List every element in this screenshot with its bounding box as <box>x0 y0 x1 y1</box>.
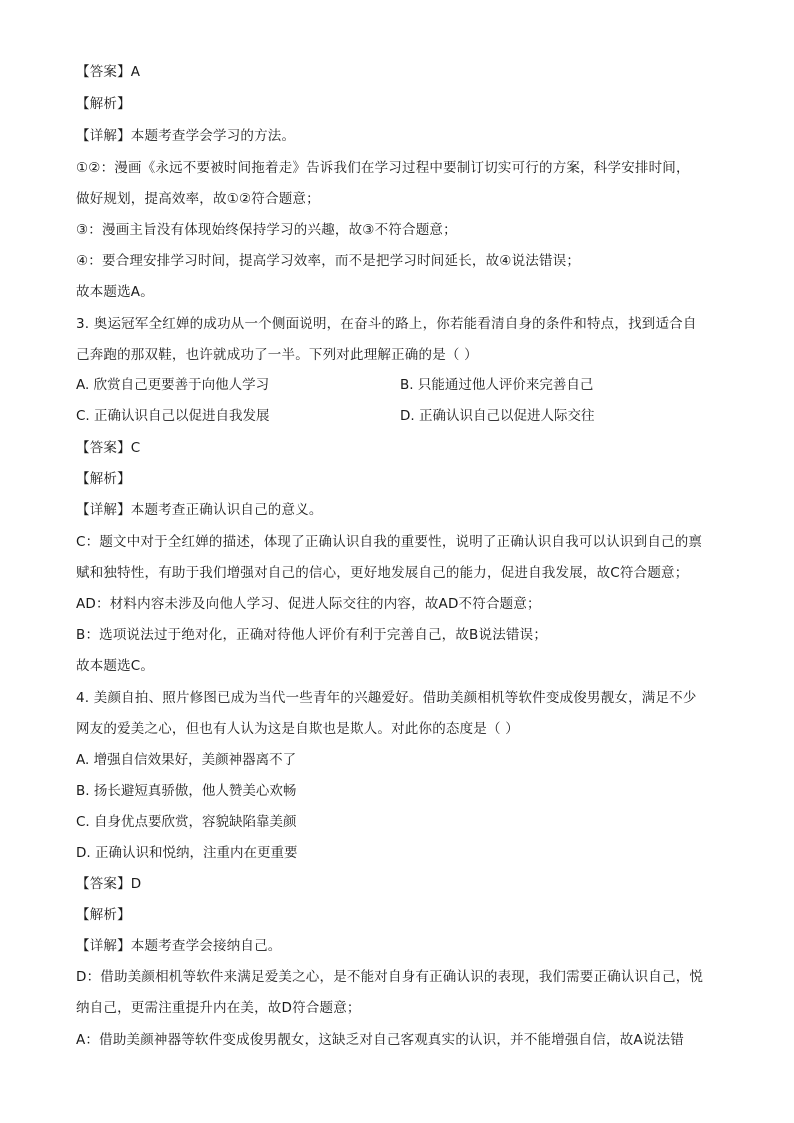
q3-option-b: B. 只能通过他人评价来完善自己 <box>400 377 594 393</box>
q4-option-c: C. 自身优点要欣赏，容貌缺陷靠美颜 <box>76 814 297 830</box>
q2-answer: 【答案】A <box>76 64 141 80</box>
q4-explanation-line: 纳自己，更需注重提升内在美，故D符合题意； <box>76 1000 361 1016</box>
q2-explanation-line: ④：要合理安排学习时间，提高学习效率，而不是把学习时间延长，故④说法错误； <box>76 253 581 269</box>
q3-detail: 【详解】本题考查正确认识自己的意义。 <box>76 502 323 518</box>
q3-option-a: A. 欣赏自己更要善于向他人学习 <box>76 377 270 393</box>
q4-explanation-line: D：借助美颜相机等软件来满足爱美之心，是不能对自身有正确认识的表现，我们需要正确认识自己，悦 <box>76 969 704 985</box>
q4-stem: 4. 美颜自拍、照片修图已成为当代一些青年的兴趣爱好。借助美颜相机等软件变成俊男靓女，满足不少 <box>76 690 697 706</box>
q3-analysis-heading: 【解析】 <box>76 471 131 487</box>
q3-explanation-line: C：题文中对于全红婵的描述，体现了正确认识自我的重要性，说明了正确认识自我可以认识到自己的禀 <box>76 534 703 550</box>
q3-option-c: C. 正确认识自己以促进自我发展 <box>76 408 270 424</box>
q4-option-b: B. 扬长避短真骄傲，他人赞美心欢畅 <box>76 783 297 799</box>
q3-explanation-line: AD：材料内容未涉及向他人学习、促进人际交往的内容，故AD不符合题意； <box>76 596 541 612</box>
q3-conclusion: 故本题选C。 <box>76 658 155 674</box>
q4-analysis-heading: 【解析】 <box>76 907 131 923</box>
q4-explanation-line: A：借助美颜神器等软件变成俊男靓女，这缺乏对自己客观真实的认识，并不能增强自信，故A说法错 <box>76 1032 684 1048</box>
q4-option-a: A. 增强自信效果好，美颜神器离不了 <box>76 752 297 768</box>
q4-option-d: D. 正确认识和悦纳，注重内在更重要 <box>76 845 298 861</box>
q4-answer: 【答案】D <box>76 876 142 892</box>
q2-explanation-line: 做好规划，提高效率，故①②符合题意； <box>76 191 320 207</box>
q3-stem: 己奔跑的那双鞋，也许就成功了一半。下列对此理解正确的是（ ） <box>76 347 478 363</box>
q4-stem: 网友的爱美之心，但也有人认为这是自欺也是欺人。对此你的态度是（ ） <box>76 721 519 737</box>
q2-analysis-heading: 【解析】 <box>76 96 131 112</box>
q3-stem: 3. 奥运冠军全红婵的成功从一个侧面说明，在奋斗的路上，你若能看清自身的条件和特点，找到适合自 <box>76 316 697 332</box>
q3-explanation-line: 赋和独特性，有助于我们增强对自己的信心，更好地发展自己的能力，促进自我发展，故C符合题意； <box>76 565 689 581</box>
q2-explanation-line: ③：漫画主旨没有体现始终保持学习的兴趣，故③不符合题意； <box>76 222 457 238</box>
q2-detail: 【详解】本题考查学会学习的方法。 <box>76 128 296 144</box>
q3-option-d: D. 正确认识自己以促进人际交往 <box>400 408 595 424</box>
q4-detail: 【详解】本题考查学会接纳自己。 <box>76 938 282 954</box>
q2-explanation-line: ①②：漫画《永远不要被时间拖着走》告诉我们在学习过程中要制订切实可行的方案，科学安排时间， <box>76 160 690 176</box>
q2-conclusion: 故本题选A。 <box>76 284 154 300</box>
q3-answer: 【答案】C <box>76 440 141 456</box>
q3-explanation-line: B：选项说法过于绝对化，正确对待他人评价有利于完善自己，故B说法错误； <box>76 627 548 643</box>
